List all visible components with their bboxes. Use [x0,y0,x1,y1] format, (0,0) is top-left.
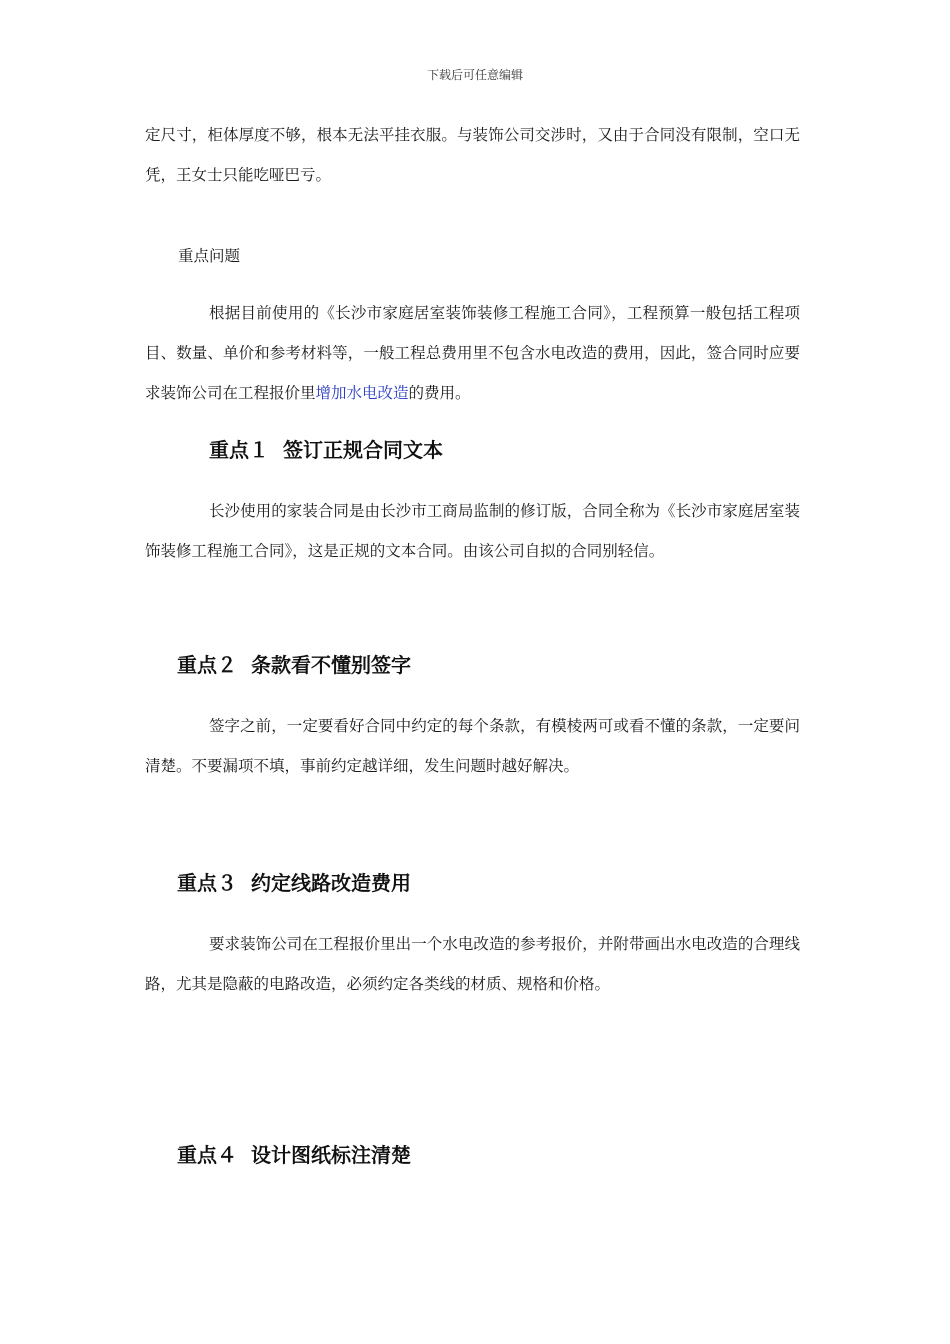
section-body-1: 长沙使用的家装合同是由长沙市工商局监制的修订版，合同全称为《长沙市家庭居室装饰装修工程施工合同》，这是正规的文本合同。由该公司自拟的合同别轻信。 [145,502,800,560]
section-number: 重点２ [177,653,237,677]
section-number: 重点４ [177,1143,237,1167]
section-title: 设计图纸标注清楚 [251,1143,411,1167]
section-body-3: 要求装饰公司在工程报价里出一个水电改造的参考报价，并附带画出水电改造的合理线路，尤其是隐蔽的电路改造，必须约定各类线的材质、规格和价格。 [145,935,800,993]
section-heading-2 [177,651,411,679]
section-body-2: 签字之前，一定要看好合同中约定的每个条款，有模棱两可或看不懂的条款，一定要问清楚。不要漏项不填，事前约定越详细，发生问题时越好解决。 [145,717,800,775]
section-title: 签订正规合同文本 [283,438,443,462]
key-issue-label: 重点问题 [178,247,241,265]
key-issue-text-before: 根据目前使用的《长沙市家庭居室装饰装修工程施工合同》，工程预算一般包括工程项目、数量、单价和参考材料等，一般工程总费用里不包含水电改造的费用，因此，签合同时应要求装饰公司在工程报价里 [145,304,800,402]
section-heading-4 [177,1141,411,1169]
key-issue-paragraph [145,293,800,413]
section-heading-3 [177,869,411,897]
header-note: 下载后可任意编辑 [426,68,523,82]
section-number: 重点３ [177,871,237,895]
section-heading-1 [209,436,443,464]
section-number: 重点１ [209,438,269,462]
section-title: 约定线路改造费用 [251,871,411,895]
key-issue-text-after: 的费用。 [408,384,471,402]
water-electric-link[interactable]: 增加水电改造 [315,384,409,402]
section-title: 条款看不懂别签字 [251,653,411,677]
intro-paragraph: 定尺寸，柜体厚度不够，根本无法平挂衣服。与装饰公司交涉时，又由于合同没有限制，空口无凭，王女士只能吃哑巴亏。 [145,126,800,184]
